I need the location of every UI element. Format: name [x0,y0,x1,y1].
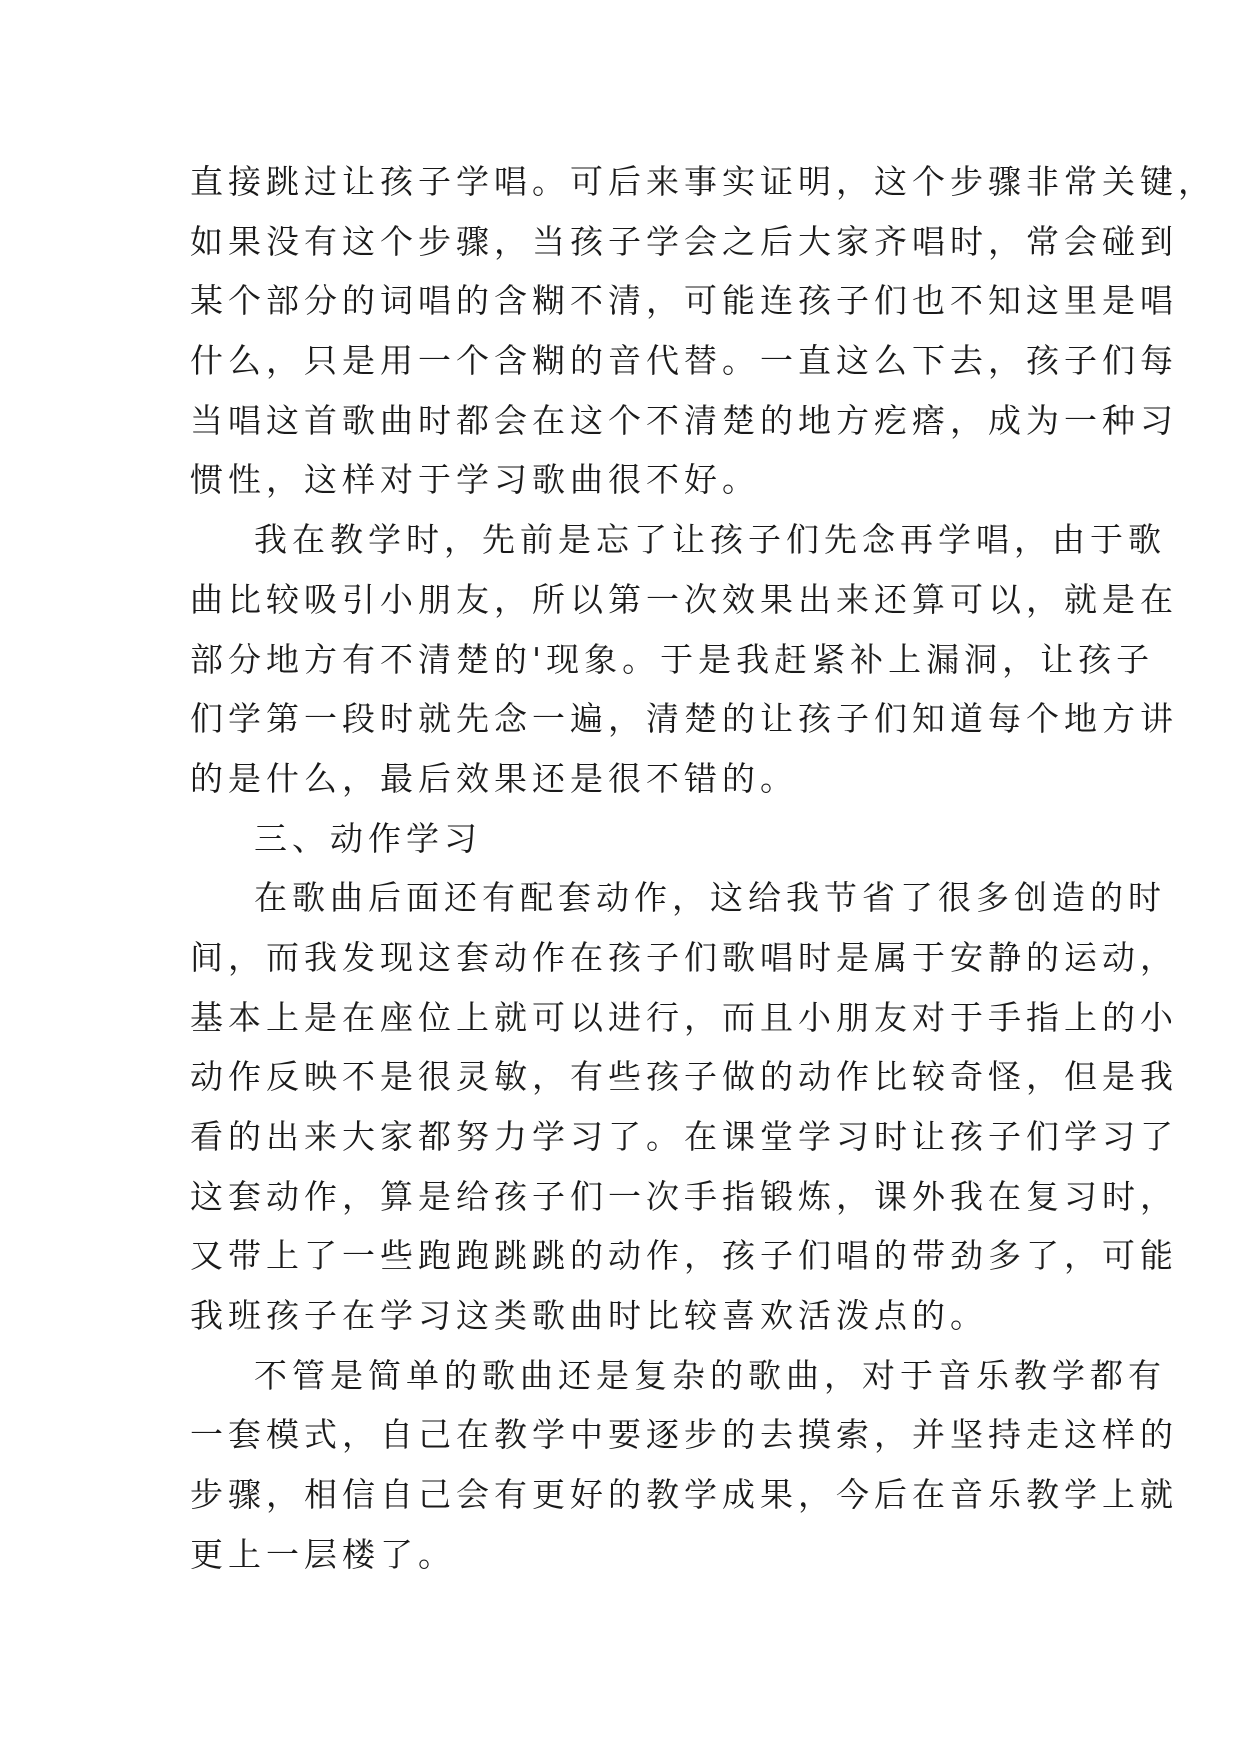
text-line: 又带上了一些跑跑跳跳的动作，孩子们唱的带劲多了，可能 [190,1236,1178,1276]
document-body [190,152,1216,1585]
text-line: 惯性，这样对于学习歌曲很不好。 [190,460,760,500]
text-line: 一套模式，自己在教学中要逐步的去摸索，并坚持走这样的 [190,1415,1178,1455]
text-line: 如果没有这个步骤，当孩子学会之后大家齐唱时，常会碰到 [190,221,1178,261]
text-line: 更上一层楼了。 [190,1534,456,1574]
text-line: 们学第一段时就先念一遍，清楚的让孩子们知道每个地方讲 [190,699,1178,739]
section-heading: 三、动作学习 [254,818,482,858]
text-line: 当唱这首歌曲时都会在这个不清楚的地方疙瘩，成为一种习 [190,400,1178,440]
text-line: 什么，只是用一个含糊的音代替。一直这么下去，孩子们每 [190,341,1178,381]
paragraph-first-line: 我在教学时，先前是忘了让孩子们先念再学唱，由于歌 [254,520,1166,560]
text-line: 间，而我发现这套动作在孩子们歌唱时是属于安静的运动， [190,937,1178,977]
text-line: 基本上是在座位上就可以进行，而且小朋友对于手指上的小 [190,997,1178,1037]
text-line: 步骤，相信自己会有更好的教学成果，今后在音乐教学上就 [190,1475,1178,1515]
text-line: 曲比较吸引小朋友，所以第一次效果出来还算可以，就是在 [190,579,1178,619]
paragraph-first-line: 在歌曲后面还有配套动作，这给我节省了很多创造的时 [254,878,1166,918]
text-line: 部分地方有不清楚的'现象。于是我赶紧补上漏洞，让孩子 [190,639,1155,679]
paragraph-first-line: 不管是简单的歌曲还是复杂的歌曲，对于音乐教学都有 [254,1355,1166,1395]
text-line: 看的出来大家都努力学习了。在课堂学习时让孩子们学习了 [190,1117,1178,1156]
text-line: 直接跳过让孩子学唱。可后来事实证明，这个步骤非常关键， [190,162,1216,201]
text-line: 这套动作，算是给孩子们一次手指锻炼，课外我在复习时， [190,1176,1178,1216]
text-line: 我班孩子在学习这类歌曲时比较喜欢活泼点的。 [190,1296,988,1336]
text-line: 某个部分的词唱的含糊不清，可能连孩子们也不知这里是唱 [190,281,1178,321]
text-line: 的是什么，最后效果还是很不错的。 [190,758,798,798]
text-line: 动作反映不是很灵敏，有些孩子做的动作比较奇怪，但是我 [190,1057,1178,1097]
